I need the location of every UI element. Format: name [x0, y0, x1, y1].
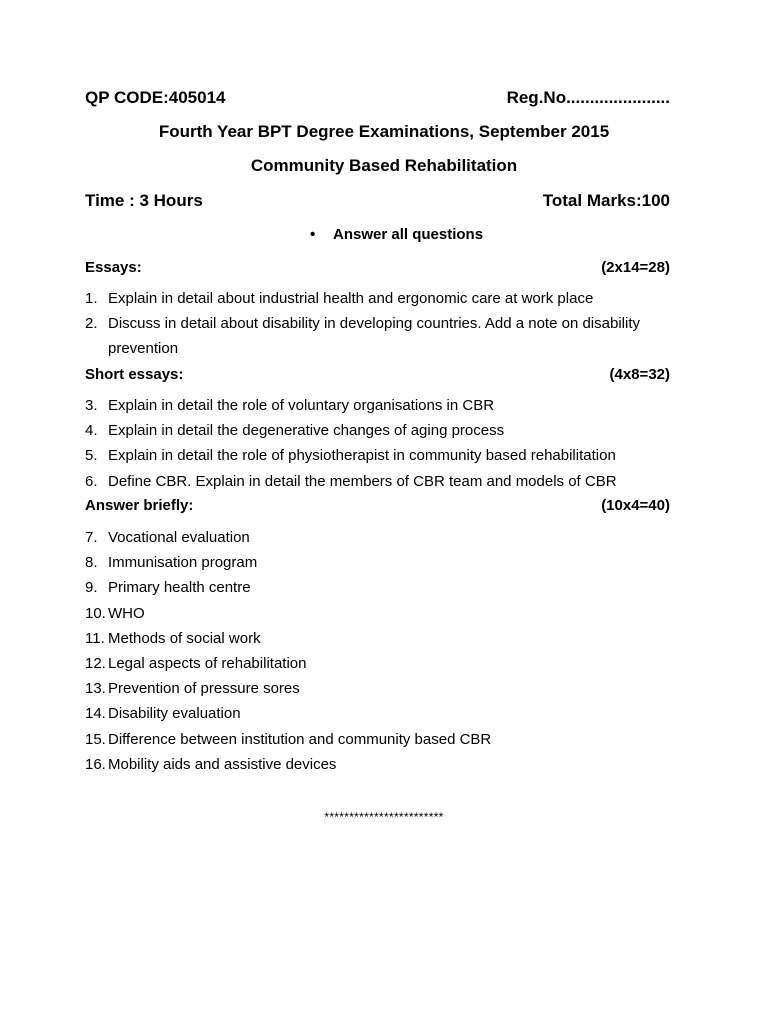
- question-text: Prevention of pressure sores: [108, 680, 300, 698]
- question-text: WHO: [108, 604, 145, 622]
- question-item: [85, 651, 685, 676]
- header-row: [85, 88, 670, 108]
- section-marks: (4x8=32): [609, 366, 670, 383]
- question-number: 9.: [85, 579, 98, 597]
- question-number: 16.: [85, 755, 106, 773]
- question-number: 11.: [85, 629, 105, 647]
- question-item: [85, 727, 685, 752]
- question-number: 2.: [85, 315, 98, 333]
- question-item: [85, 550, 685, 575]
- question-text: Mobility aids and assistive devices: [108, 755, 337, 773]
- instruction: [310, 226, 483, 243]
- question-number: 10.: [85, 604, 106, 622]
- section-heading-essays: [85, 259, 670, 276]
- question-number: 5.: [85, 447, 98, 465]
- question-item: [85, 443, 685, 468]
- question-text: Discuss in detail about disability in developing countries. Add a note on disability prevention: [108, 315, 640, 358]
- question-text: Explain in detail the role of voluntary organisations in CBR: [108, 397, 495, 414]
- question-text: Explain in detail the role of physiotherapist in community based rehabilitation: [108, 447, 616, 465]
- question-text: Legal aspects of rehabilitation: [108, 655, 307, 673]
- section-marks: (2x14=28): [601, 259, 670, 276]
- question-text: Methods of social work: [108, 629, 261, 647]
- question-item: [85, 525, 685, 550]
- subject-title: Community Based Rehabilitation: [250, 156, 518, 175]
- question-item: [85, 311, 685, 361]
- question-text: Immunisation program: [108, 554, 258, 572]
- section-title: Answer briefly:: [85, 497, 194, 514]
- qp-code: QP CODE:405014: [85, 88, 226, 107]
- question-text: Primary health centre: [108, 579, 251, 597]
- end-of-paper-stars: ************************: [324, 810, 444, 824]
- section-heading-answer-briefly: [85, 497, 670, 514]
- instruction-text: Answer all questions: [333, 226, 484, 243]
- reg-no: Reg.No......................: [506, 88, 670, 107]
- question-number: 6.: [85, 472, 98, 490]
- question-number: 14.: [85, 705, 106, 723]
- question-text: Explain in detail the degenerative changes of aging process: [108, 422, 505, 440]
- question-text: Explain in detail about industrial health and ergonomic care at work place: [108, 290, 594, 307]
- question-number: 12.: [85, 655, 106, 673]
- section-marks: (10x4=40): [601, 497, 670, 514]
- question-item: [85, 418, 685, 443]
- question-list-short-essays: [85, 393, 685, 494]
- question-number: 4.: [85, 422, 98, 440]
- question-item: [85, 601, 685, 626]
- question-text: Define CBR. Explain in detail the members of CBR team and models of CBR: [108, 472, 617, 490]
- exam-title: Fourth Year BPT Degree Examinations, September 2015: [158, 122, 610, 141]
- question-number: 1.: [85, 290, 98, 307]
- question-text: Disability evaluation: [108, 705, 241, 723]
- question-number: 8.: [85, 554, 98, 572]
- question-number: 7.: [85, 529, 98, 546]
- question-item: [85, 626, 685, 651]
- section-title: Essays:: [85, 259, 142, 276]
- time-marks-row: [85, 191, 670, 211]
- time-label: Time : 3 Hours: [85, 191, 203, 210]
- bullet-icon: •: [310, 226, 316, 243]
- question-text: Difference between institution and community based CBR: [108, 730, 492, 748]
- question-text: Vocational evaluation: [108, 529, 250, 546]
- question-number: 3.: [85, 397, 98, 414]
- question-item: [85, 701, 685, 726]
- question-item: [85, 575, 685, 600]
- question-item: [85, 286, 685, 311]
- section-heading-short-essays: [85, 366, 670, 383]
- question-item: [85, 469, 685, 494]
- total-marks: Total Marks:100: [542, 191, 670, 210]
- question-item: [85, 393, 685, 418]
- question-list-answer-briefly: [85, 525, 685, 777]
- question-number: 15.: [85, 730, 106, 748]
- question-item: [85, 676, 685, 701]
- question-item: [85, 752, 685, 777]
- section-title: Short essays:: [85, 366, 184, 383]
- question-list-essays: [85, 286, 685, 362]
- question-number: 13.: [85, 680, 106, 698]
